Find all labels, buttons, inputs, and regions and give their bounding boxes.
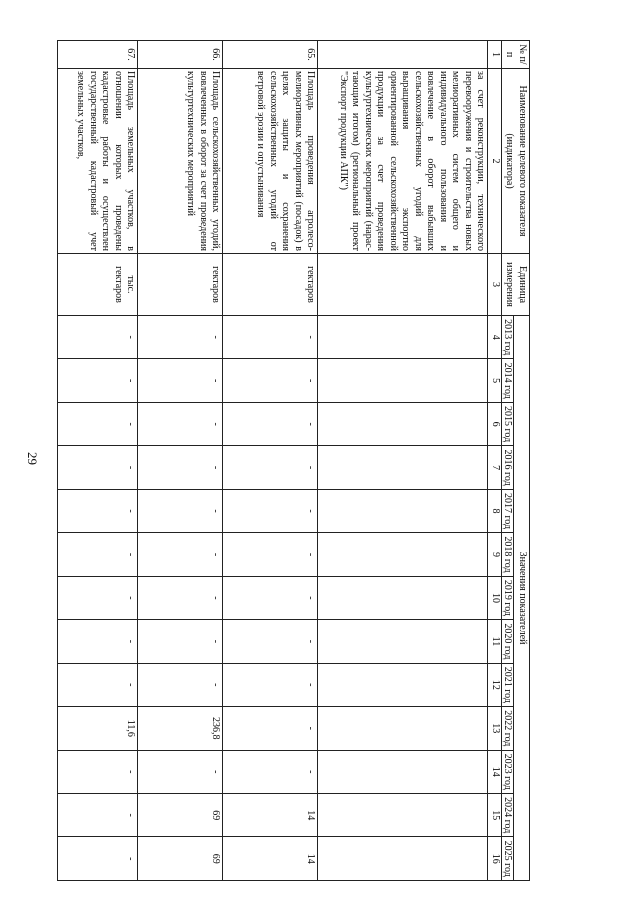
column-index: 10 <box>488 576 502 619</box>
table-row <box>58 41 138 881</box>
indicator-value: - <box>58 750 138 793</box>
header-name: Наименование целевого показателя (индикатора) <box>502 69 530 254</box>
table-body <box>58 41 488 881</box>
indicator-value <box>318 707 488 750</box>
indicator-value <box>318 489 488 532</box>
header-num: № п/п <box>502 41 530 69</box>
header-year: 2019 год <box>502 576 515 619</box>
header-year: 2018 год <box>502 533 515 576</box>
page-number: 29 <box>25 452 40 465</box>
table-row <box>318 41 488 881</box>
indicator-name: Площадь земельных участков, в отношении которых проведены кадастровые работы и осуществлен государственный кадастровый учет земельных участков, <box>58 69 138 254</box>
indicator-value: - <box>223 359 318 402</box>
indicator-value: - <box>223 533 318 576</box>
indicator-value: - <box>223 620 318 663</box>
indicator-value <box>318 576 488 619</box>
indicator-value: - <box>223 446 318 489</box>
rotated-table-container <box>75 40 530 880</box>
column-index: 11 <box>488 620 502 663</box>
indicator-value <box>318 359 488 402</box>
indicator-value: - <box>138 402 223 445</box>
indicator-value: - <box>223 489 318 532</box>
indicator-value: 14 <box>223 837 318 881</box>
row-number: 65. <box>223 41 318 69</box>
indicator-name: Площадь проведения агролесомелиоративных мероприятий (посадок) в целях защиты и сохранения сельскохозяйственных угодий от ветровой эрозии и опустынивания <box>223 69 318 254</box>
column-index: 6 <box>488 402 502 445</box>
indicator-value: - <box>223 316 318 359</box>
header-year: 2021 год <box>502 663 515 706</box>
indicator-value: - <box>58 620 138 663</box>
indicator-value: - <box>58 359 138 402</box>
column-index: 16 <box>488 837 502 881</box>
column-index: 1 <box>488 41 502 69</box>
indicator-value: 69 <box>138 793 223 836</box>
indicator-value <box>318 620 488 663</box>
column-index: 5 <box>488 359 502 402</box>
header-year: 2016 год <box>502 446 515 489</box>
indicator-value: - <box>138 750 223 793</box>
indicator-value <box>318 837 488 881</box>
indicator-value: - <box>58 489 138 532</box>
unit-of-measure <box>318 254 488 316</box>
indicator-value: - <box>223 576 318 619</box>
indicator-value: 69 <box>138 837 223 881</box>
indicator-value <box>318 316 488 359</box>
indicator-value: - <box>58 576 138 619</box>
indicator-value: - <box>58 316 138 359</box>
indicator-value: - <box>58 446 138 489</box>
column-index: 12 <box>488 663 502 706</box>
column-index: 9 <box>488 533 502 576</box>
indicator-value: - <box>223 663 318 706</box>
indicator-value: 11,6 <box>58 707 138 750</box>
indicator-value: - <box>138 359 223 402</box>
indicator-value <box>318 533 488 576</box>
column-index: 14 <box>488 750 502 793</box>
indicator-value: - <box>138 533 223 576</box>
indicators-table <box>58 40 531 881</box>
column-index: 4 <box>488 316 502 359</box>
indicator-value: - <box>138 663 223 706</box>
header-year: 2022 год <box>502 707 515 750</box>
row-number: 67. <box>58 41 138 69</box>
unit-of-measure: тыс. гектаров <box>58 254 138 316</box>
indicator-value <box>318 750 488 793</box>
row-number <box>318 41 488 69</box>
indicator-value: - <box>58 533 138 576</box>
indicator-value: - <box>138 446 223 489</box>
column-index: 15 <box>488 793 502 836</box>
indicator-value: - <box>138 576 223 619</box>
indicator-value <box>318 663 488 706</box>
header-unit: Единица измерения <box>502 254 530 316</box>
table-row <box>223 41 318 881</box>
indicator-value: - <box>223 402 318 445</box>
indicator-value: - <box>58 663 138 706</box>
indicator-name: Площадь сельскохозяйственных угодий, вовлеченных в оборот за счет проведения культуртехнических мероприятий <box>138 69 223 254</box>
unit-of-measure: гектаров <box>223 254 318 316</box>
header-year: 2013 год <box>502 316 515 359</box>
indicator-value: - <box>138 316 223 359</box>
column-index: 7 <box>488 446 502 489</box>
column-index-row <box>488 41 502 881</box>
header-year: 2014 год <box>502 359 515 402</box>
indicator-value: - <box>223 707 318 750</box>
indicator-value: - <box>58 837 138 881</box>
indicator-value: - <box>138 489 223 532</box>
indicator-value: - <box>223 750 318 793</box>
row-number: 66. <box>138 41 223 69</box>
table-row <box>138 41 223 881</box>
indicator-value: - <box>58 402 138 445</box>
indicator-value: - <box>138 620 223 663</box>
header-year: 2024 год <box>502 793 515 836</box>
column-index: 2 <box>488 69 502 254</box>
header-year: 2025 год <box>502 837 515 881</box>
indicator-value <box>318 793 488 836</box>
indicator-name: за счет реконструкции, технического перевооружения и строительства новых мелиоративных систем общего и индивидуального пользования и вовлечение в оборот выбывших сельскохозяйственных угодий для выращивания экспортно ориентированной сельскохозяйственной продукции за счет проведения культуртехнических мероприятий (нарастающим итогом) (региональный проект "Экспорт продукции АПК") <box>318 69 488 254</box>
column-index: 3 <box>488 254 502 316</box>
header-values-group: Значения показателей <box>514 316 530 881</box>
indicator-value: - <box>58 793 138 836</box>
header-year: 2017 год <box>502 489 515 532</box>
indicator-value <box>318 402 488 445</box>
column-index: 13 <box>488 707 502 750</box>
indicator-value: 236,8 <box>138 707 223 750</box>
unit-of-measure: гектаров <box>138 254 223 316</box>
indicator-value: 14 <box>223 793 318 836</box>
column-index: 8 <box>488 489 502 532</box>
indicator-value <box>318 446 488 489</box>
header-year: 2015 год <box>502 402 515 445</box>
header-year: 2020 год <box>502 620 515 663</box>
header-year: 2023 год <box>502 750 515 793</box>
